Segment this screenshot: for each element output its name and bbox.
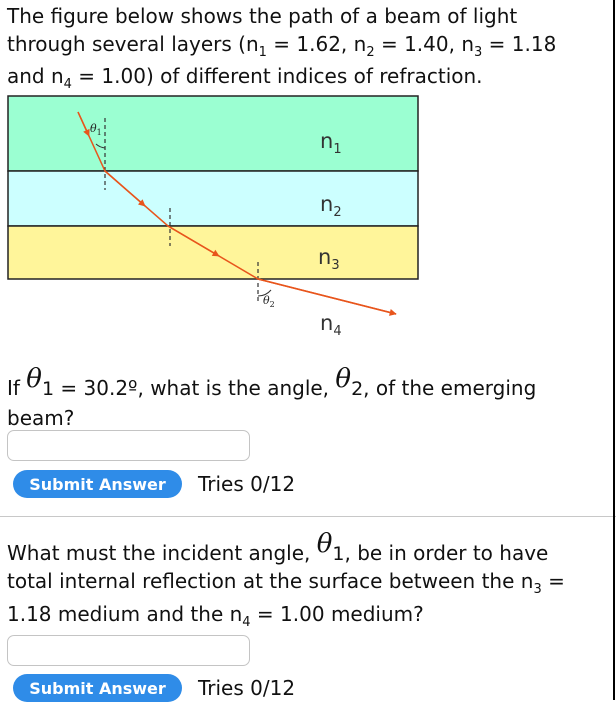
intro-text: = 1.00) of different indices of refraction. bbox=[71, 64, 483, 88]
submit-answer-button-2[interactable]: Submit Answer bbox=[13, 674, 182, 702]
theta1-symbol: θ bbox=[316, 529, 333, 559]
tries-counter-2: Tries 0/12 bbox=[198, 676, 296, 700]
question1-text bbox=[7, 364, 537, 404]
intro-text: = 1.62, n bbox=[266, 32, 367, 56]
layer-label-n3: $n_3$ bbox=[318, 245, 340, 273]
theta2-subscript: 2 bbox=[351, 378, 364, 400]
problem-intro-line2 bbox=[7, 29, 556, 59]
theta1-symbol: θ bbox=[26, 364, 42, 394]
q2-text: 1.18 medium and the n bbox=[7, 602, 243, 626]
intro-text: = 1.40, n bbox=[374, 32, 475, 56]
q1-text: = 30.2º, what is the angle, bbox=[54, 376, 336, 400]
question2-text-line2 bbox=[7, 566, 565, 596]
theta2-symbol: θ bbox=[335, 364, 352, 394]
section-divider bbox=[0, 516, 616, 517]
problem-intro-line3 bbox=[7, 61, 483, 91]
intro-text: = 1.18 bbox=[482, 32, 557, 56]
theta1-subscript: 1 bbox=[332, 543, 345, 565]
submit-answer-button-1[interactable]: Submit Answer bbox=[13, 470, 182, 498]
tries-counter-1: Tries 0/12 bbox=[198, 472, 296, 496]
answer-input-1[interactable] bbox=[7, 430, 250, 461]
subscript: 3 bbox=[533, 582, 542, 597]
q2-text: , be in order to have bbox=[344, 541, 549, 565]
theta1-subscript: 1 bbox=[41, 378, 55, 400]
theta1-label: $\theta_1$ bbox=[90, 122, 102, 137]
layer-label-n2: $n_2$ bbox=[320, 192, 342, 220]
subscript: 2 bbox=[366, 45, 375, 60]
subscript: 1 bbox=[258, 45, 267, 60]
theta2-label: $\theta_2$ bbox=[263, 294, 275, 309]
subscript: 3 bbox=[474, 45, 483, 60]
right-edge-border bbox=[613, 0, 615, 700]
q2-text: = bbox=[541, 569, 565, 593]
layer-n1 bbox=[8, 96, 418, 171]
beam-arrow-4 bbox=[258, 279, 396, 314]
answer-input-2[interactable] bbox=[7, 635, 250, 666]
q1-text: , of the emerging bbox=[363, 376, 537, 400]
refraction-figure bbox=[0, 90, 430, 350]
question2-text-line1 bbox=[7, 529, 549, 569]
subscript: 4 bbox=[63, 77, 72, 92]
layer-n2 bbox=[8, 171, 418, 226]
intro-text: and n bbox=[7, 64, 64, 88]
layer-label-n4: $n_4$ bbox=[320, 311, 342, 339]
layer-label-n1: $n_1$ bbox=[320, 129, 342, 157]
q2-text: = 1.00 medium? bbox=[250, 602, 424, 626]
question2-text-line3 bbox=[7, 599, 424, 629]
q2-text: total internal reflection at the surface between the n bbox=[7, 569, 534, 593]
q2-text: What must the incident angle, bbox=[7, 541, 317, 565]
problem-intro-line1: The figure below shows the path of a beam of light bbox=[7, 4, 518, 28]
question1-text-line2: beam? bbox=[7, 406, 75, 430]
intro-text: through several layers (n bbox=[7, 32, 259, 56]
subscript: 4 bbox=[242, 615, 251, 630]
q1-text: If bbox=[7, 376, 27, 400]
